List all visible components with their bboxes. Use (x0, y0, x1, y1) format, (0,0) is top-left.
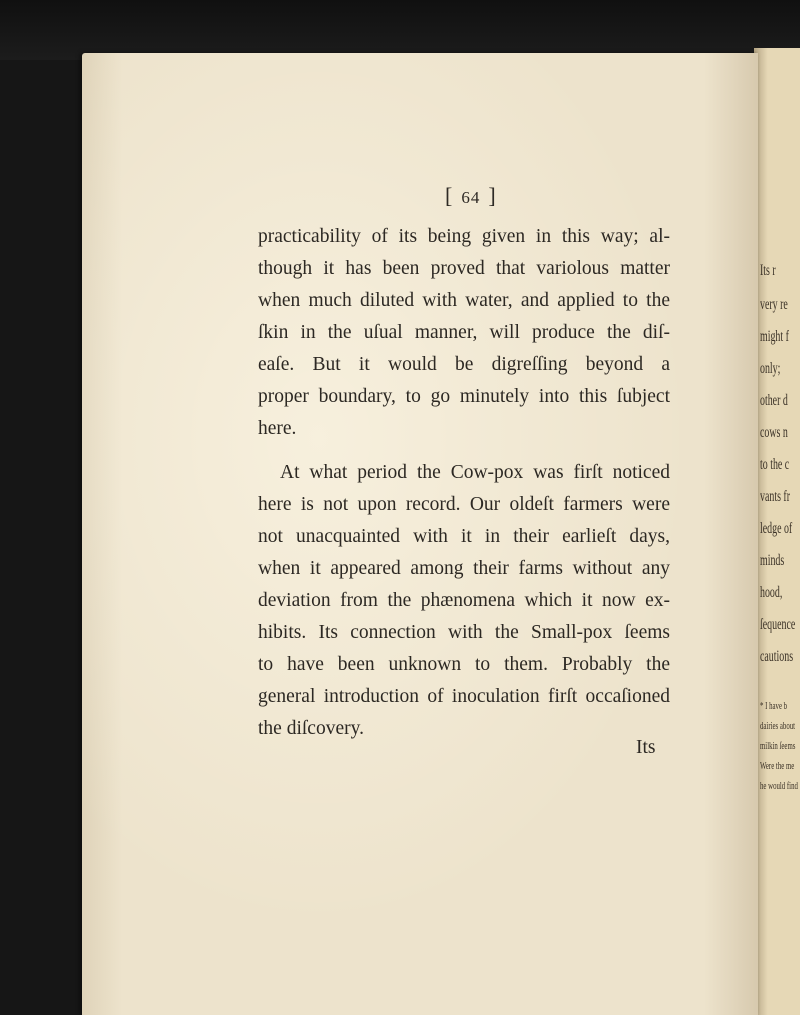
facing-line: other d (760, 392, 788, 409)
facing-line: cows n (760, 424, 788, 441)
text-line: though it has been proved that variolous matter (258, 258, 670, 279)
backdrop (0, 0, 800, 60)
page-number: 64 (461, 188, 481, 207)
text-line: proper boundary, to go minutely into this ſubject (258, 386, 670, 407)
facing-line: ledge of (760, 520, 793, 537)
facing-footnote-line: * I have b (760, 700, 788, 712)
text-line: practicability of its being given in this way; al- (258, 226, 670, 247)
facing-line: Its r (760, 262, 776, 279)
facing-footnote-line: Were the me (760, 760, 795, 772)
text-line: deviation from the phænomena which it now ex- (258, 590, 670, 611)
text-line: ſkin in the uſual manner, will produce the diſ- (258, 322, 670, 343)
text-line: eaſe. But it would be digreſſing beyond a (258, 354, 670, 375)
facing-line: cautions (760, 648, 794, 665)
facing-line: only; (760, 360, 781, 377)
facing-line: hood, (760, 584, 783, 601)
page-header (445, 183, 497, 209)
facing-line: minds (760, 552, 785, 569)
facing-line: might f (760, 328, 789, 345)
text-line: the diſcovery. (258, 718, 364, 739)
header-bracket-close: ] (488, 183, 497, 208)
text-line: here. (258, 418, 297, 439)
facing-line: vants fr (760, 488, 791, 505)
facing-page-edge (754, 48, 800, 1015)
text-line: here is not upon record. Our oldeſt farmers were (258, 494, 670, 515)
text-line: to have been unknown to them. Probably the (258, 654, 670, 675)
text-line: general introduction of inoculation firſt occaſioned (258, 686, 670, 707)
facing-line: to the c (760, 456, 790, 473)
text-line: hibits. Its connection with the Small-pox ſeems (258, 622, 670, 643)
facing-footnote-line: dairies about (760, 720, 796, 732)
catchword: Its (636, 737, 656, 758)
text-line: At what period the Cow-pox was firſt noticed (280, 462, 670, 483)
text-line: not unacquainted with it in their earlieſt days, (258, 526, 670, 547)
text-line: when it appeared among their farms without any (258, 558, 670, 579)
text-line: when much diluted with water, and applied to the (258, 290, 670, 311)
facing-footnote-line: he would find (760, 780, 798, 792)
header-bracket-open: [ (445, 183, 454, 208)
facing-line: ſequence (760, 616, 796, 633)
facing-line: very re (760, 296, 788, 313)
facing-footnote-line: milkin ſeems (760, 740, 796, 752)
